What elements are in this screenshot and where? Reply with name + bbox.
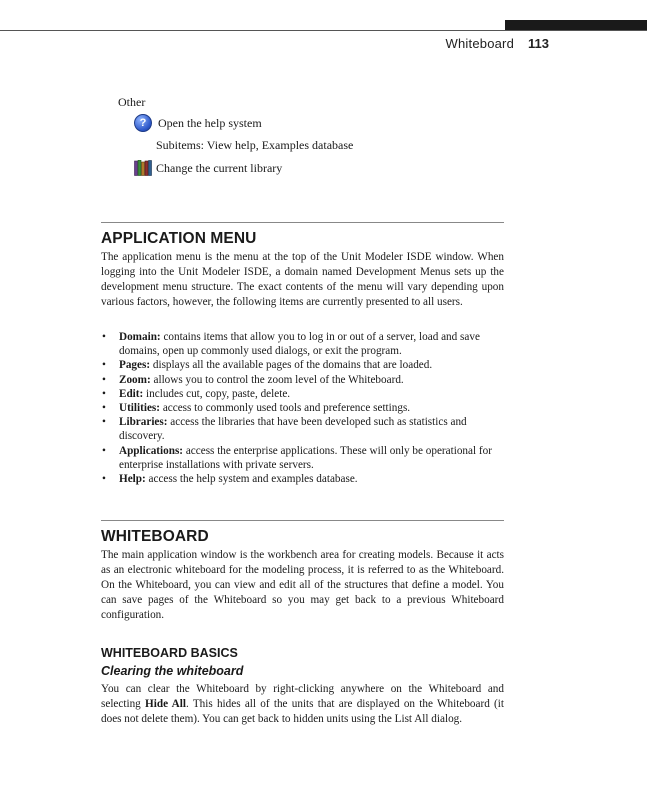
- list-item: • Zoom: allows you to control the zoom level of the Whiteboard.: [101, 373, 504, 387]
- other-label: Other: [118, 95, 146, 109]
- whiteboard-text: The main application window is the workbench area for creating models. Because it acts as an electronic whiteboard for the modeling process, it is referred to as the Whiteboard. On the Whiteboard, you can view and edit all of the structures that define a model. You can save pages of the Whiteboard so you may get back to a previous Whiteboard configuration.: [101, 549, 504, 621]
- clearing-subheading: Clearing the whiteboard: [101, 664, 244, 678]
- whiteboard-basics-heading: WHITEBOARD BASICS: [101, 646, 238, 660]
- list-item: • Utilities: access to commonly used tools and preference settings.: [101, 401, 504, 415]
- running-head: [446, 36, 549, 51]
- list-item: • Domain: contains items that allow you to log in or out of a server, load and save domains, open up commonly used dialogs, or exit the program.: [101, 330, 504, 358]
- whiteboard-heading: WHITEBOARD: [101, 528, 209, 545]
- list-item: • Applications: access the enterprise applications. These will only be operational for enterprise installations with private servers.: [101, 444, 504, 472]
- hide-all-term: Hide All: [145, 698, 186, 710]
- library-option-row: [134, 160, 282, 176]
- section-rule: [101, 520, 504, 521]
- header-rule: [0, 30, 647, 31]
- help-option-row: [134, 114, 262, 132]
- list-item: • Pages: displays all the available pages of the domains that are loaded.: [101, 358, 504, 372]
- list-item: • Libraries: access the libraries that have been developed such as statistics and discovery.: [101, 415, 504, 443]
- library-option-text: Change the current library: [156, 160, 283, 175]
- page-number: 113: [528, 36, 549, 51]
- section-rule: [101, 222, 504, 223]
- section-title: Whiteboard: [445, 36, 515, 51]
- application-menu-list: [101, 330, 504, 486]
- books-library-icon: [134, 160, 152, 176]
- application-menu-heading: APPLICATION MENU: [101, 230, 257, 247]
- clearing-text: You can clear the Whiteboard by right-clicking anywhere on the Whiteboard and selecting Hide All. This hides all of the units that are displayed on the Whiteboard (it does not delete them). You can get back to hidden units using the List All dialog.: [101, 683, 504, 725]
- subitems-row: [156, 138, 353, 153]
- list-item: • Help: access the help system and examples database.: [101, 472, 504, 486]
- header-bar: [505, 20, 647, 30]
- help-option-text: Open the help system: [158, 115, 262, 130]
- subitems-text: Subitems: View help, Examples database: [156, 138, 354, 152]
- application-menu-intro: The application menu is the menu at the top of the Unit Modeler ISDE window. When logging into the Unit Modeler ISDE, a domain named Development Menus sets up the development menu structure. The exact contents of the menu will vary depending upon various factors, however, the following items are currently presented to all users.: [101, 251, 504, 308]
- help-question-icon: ?: [134, 114, 152, 132]
- list-item: • Edit: includes cut, copy, paste, delete.: [101, 387, 504, 401]
